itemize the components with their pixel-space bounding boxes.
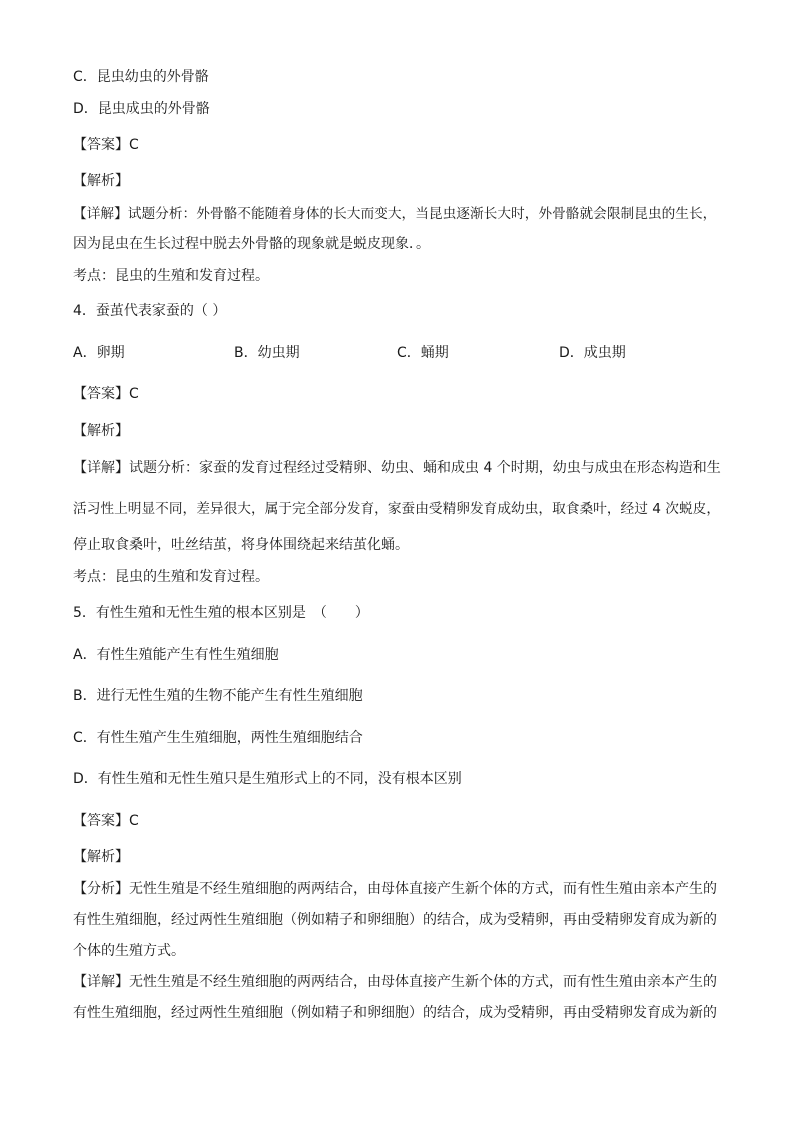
q4-detail-line-1: 【详解】试题分析：家蚕的发育过程经过受精卵、幼虫、蛹和成虫 4 个时期，幼虫与成虫在形态构造和生	[73, 460, 721, 476]
q5-detail-line-2: 有性生殖细胞，经过两性生殖细胞（例如精子和卵细胞）的结合，成为受精卵，再由受精卵发育成为新的	[73, 1005, 717, 1021]
q5-option-b: B．进行无性生殖的生物不能产生有性生殖细胞	[73, 688, 363, 704]
q4-analysis-heading: 【解析】	[73, 423, 129, 439]
q3-analysis-heading: 【解析】	[73, 173, 129, 189]
q4-detail-line-2: 活习性上明显不同，差异很大，属于完全部分发育，家蚕由受精卵发育成幼虫，取食桑叶，经过 4 次蜕皮，	[73, 501, 721, 517]
q5-option-c: C．有性生殖产生生殖细胞，两性生殖细胞结合	[73, 730, 363, 746]
q4-option-d: D．成虫期	[559, 345, 626, 361]
q5-analysis-line-1: 【分析】无性生殖是不经生殖细胞的两两结合，由母体直接产生新个体的方式，而有性生殖由亲本产生的	[73, 881, 717, 897]
q3-key-point: 考点：昆虫的生殖和发育过程。	[73, 268, 269, 284]
q5-analysis-heading: 【解析】	[73, 849, 129, 865]
q5-question: 5．有性生殖和无性生殖的根本区别是 （ ）	[73, 605, 369, 621]
q5-detail-line-1: 【详解】无性生殖是不经生殖细胞的两两结合，由母体直接产生新个体的方式，而有性生殖由亲本产生的	[73, 974, 717, 990]
q4-detail-line-3: 停止取食桑叶，吐丝结茧，将身体围绕起来结茧化蛹。	[73, 537, 409, 553]
q5-analysis-line-3: 个体的生殖方式。	[73, 943, 185, 959]
q3-answer: 【答案】C	[73, 137, 139, 153]
q5-option-a: A．有性生殖能产生有性生殖细胞	[73, 647, 279, 663]
q4-question: 4．蚕茧代表家蚕的（ ）	[73, 303, 227, 319]
q4-option-b: B．幼虫期	[234, 345, 300, 361]
q5-analysis-line-2: 有性生殖细胞，经过两性生殖细胞（例如精子和卵细胞）的结合，成为受精卵，再由受精卵发育成为新的	[73, 912, 717, 928]
q4-answer: 【答案】C	[73, 386, 139, 402]
q4-option-c: C．蛹期	[397, 345, 449, 361]
q5-option-d: D．有性生殖和无性生殖只是生殖形式上的不同，没有根本区别	[73, 771, 462, 787]
q4-options	[73, 344, 733, 364]
q4-option-a: A．卵期	[73, 345, 125, 361]
q3-option-c: C．昆虫幼虫的外骨骼	[73, 69, 209, 85]
q3-detail-line-1: 【详解】试题分析：外骨骼不能随着身体的长大而变大，当昆虫逐渐长大时，外骨骼就会限制昆虫的生长，	[73, 206, 717, 222]
q4-key-point: 考点：昆虫的生殖和发育过程。	[73, 569, 269, 585]
q3-detail-line-2: 因为昆虫在生长过程中脱去外骨骼的现象就是蜕皮现象．。	[73, 236, 430, 252]
q5-answer: 【答案】C	[73, 813, 139, 829]
q3-option-d: D．昆虫成虫的外骨骼	[73, 101, 210, 117]
